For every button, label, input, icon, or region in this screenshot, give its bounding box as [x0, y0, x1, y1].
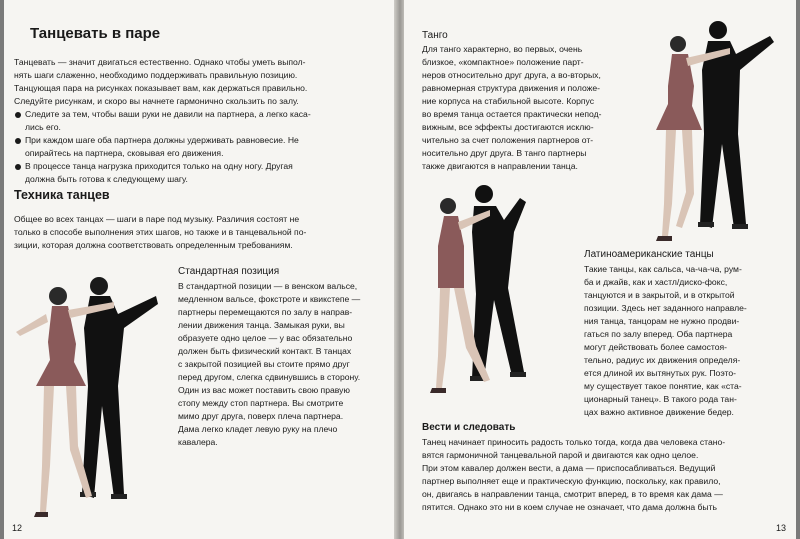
page-title: Танцевать в паре — [30, 25, 161, 42]
text-line: партнеры перемещаются по залу в направ- — [178, 307, 353, 317]
text-line: только в способе выполнения этих шагов, но также и в танцевальной по- — [14, 227, 307, 237]
right-page — [404, 0, 796, 539]
text-line: образуете одно целое — у вас обязательно — [178, 333, 353, 343]
page-number: 13 — [775, 523, 786, 533]
intro-line: Следуйте рисункам, и скоро вы начнете гармонично скользить по залу. — [14, 96, 299, 106]
tango-couple-top-illustration — [642, 14, 792, 246]
latin-text — [584, 263, 790, 419]
tips-list — [14, 108, 390, 186]
text-line: носительно друг друга. В танго партнеры — [422, 148, 587, 158]
text-line: Общее во всех танцах — шаги в паре под музыку. Различия состоят не — [14, 214, 300, 224]
text-line: При этом кавалер должен вести, а дама — приспосабливаться. Ведущий — [422, 463, 716, 473]
intro-line: нять шаги слаженно, необходимо поддерживать правильную позицию. — [14, 70, 298, 80]
male-dancer-figure — [698, 21, 774, 229]
text-line: В стандартной позиции — в венском вальсе, — [178, 281, 358, 291]
bullet-line: опирайтесь на партнера, сковывая его движения. — [25, 148, 224, 158]
text-line: Для танго характерно, во первых, очень — [422, 44, 583, 54]
text-line: стопу между стоп партнера. Вы смотрите — [178, 398, 344, 408]
text-line: гаться по залу вперед. Оба партнера — [584, 329, 733, 339]
text-line: вижным, все эффекты достигаются исклю- — [422, 122, 594, 132]
text-line: кавалера. — [178, 437, 218, 447]
text-line: ба и джайв, как и хастл/диско-фокс, — [584, 277, 728, 287]
intro-text — [14, 56, 386, 108]
text-line: также двигаются в направлении танца. — [422, 161, 578, 171]
section-title-technique: Техника танцев — [14, 188, 110, 202]
section-title-latin: Латиноамериканские танцы — [584, 249, 714, 260]
text-line: мимо друг друга, поверх плеча партнера. — [178, 411, 344, 421]
text-line: Такие танцы, как сальса, ча-ча-ча, рум- — [584, 264, 742, 274]
text-line: во время танца остается практически непод- — [422, 109, 602, 119]
text-line: перед другом, слегка сдвинувшись в сторону. — [178, 372, 361, 382]
text-line: Танец начинает приносить радость только тогда, когда два человека стано- — [422, 437, 726, 447]
text-line: неров относительно друг друга, а во-вторых, — [422, 70, 601, 80]
lead-text — [422, 436, 790, 514]
list-item — [14, 160, 390, 186]
tango-text — [422, 43, 642, 173]
page-number: 12 — [12, 523, 23, 533]
text-line: позиции. Здесь нет заданного направле- — [584, 303, 747, 313]
list-item — [14, 108, 390, 134]
text-line: чительно за счет положения партнеров от- — [422, 135, 594, 145]
text-line: зиции, которая должна соответствовать определенным требованиям. — [14, 240, 293, 250]
text-line: вятся гармоничной танцевальной парой и двигаются как одно целое. — [422, 450, 699, 460]
text-line: Один из вас может поставить свою правую — [178, 385, 350, 395]
text-line: тельно, радиус их движения определя- — [584, 355, 741, 365]
section-title-lead: Вести и следовать — [422, 422, 516, 433]
bullet-line: В процессе танца нагрузка приходится только на одну ногу. Другая — [25, 161, 293, 171]
text-line: пятится. Однако это ни в коем случае не означает, что дама должна быть — [422, 502, 718, 512]
text-line: с закрытой позицией вы стоите прямо друг — [178, 359, 350, 369]
text-line: ния танца, танцорам не нужно продви- — [584, 316, 740, 326]
text-line: ние корпуса на стабильной высоте. Корпус — [422, 96, 595, 106]
text-line: танцуются и в закрытой, и в открытой — [584, 290, 735, 300]
text-line: лении движения танца. Замыкая руки, вы — [178, 320, 345, 330]
intro-line: Танцующая пара на рисунках показывает вам, как держаться правильно. — [14, 83, 308, 93]
text-line: он, двигаясь в направлении танца, смотрит вперед, в то время как дама — — [422, 489, 723, 499]
standard-position-couple-illustration — [6, 266, 174, 526]
text-line: близкое, «компактное» положение парт- — [422, 57, 584, 67]
bullet-line: лись его. — [25, 122, 61, 132]
text-line: ционарный танец». В такого рода тан- — [584, 394, 737, 404]
section-title-standard: Стандартная позиция — [178, 266, 280, 277]
technique-text — [14, 213, 390, 252]
text-line: равномерная структура движения и положе- — [422, 83, 601, 93]
intro-line: Танцевать — значит двигаться естественно. Однако чтобы уметь выпол- — [14, 57, 306, 67]
bullet-line: должна быть готова к следующему шагу. — [25, 174, 188, 184]
tango-couple-middle-illustration — [428, 176, 568, 402]
list-item — [14, 134, 390, 160]
standard-text — [178, 280, 390, 449]
text-line: Дама легко кладет левую руку на плечо — [178, 424, 338, 434]
text-line: должен быть физический контакт. В танцах — [178, 346, 352, 356]
text-line: ется длиной их вытянутых рук. Поэто- — [584, 368, 737, 378]
text-line: му существует такое понятие, как «ста- — [584, 381, 742, 391]
text-line: медленном вальсе, фокстроте и квикстепе — — [178, 294, 361, 304]
text-line: могут действовать более самостоя- — [584, 342, 728, 352]
bullet-line: При каждом шаге оба партнера должны удерживать равновесие. Не — [25, 135, 299, 145]
section-title-tango: Танго — [422, 30, 448, 41]
bullet-line: Следите за тем, чтобы ваши руки не давили на партнера, а легко касa- — [25, 109, 311, 119]
text-line: цах важно активное движение бедер. — [584, 407, 734, 417]
left-page — [4, 0, 396, 539]
text-line: партнер выполняет еще и практическую функцию, поскольку, как правило, — [422, 476, 721, 486]
